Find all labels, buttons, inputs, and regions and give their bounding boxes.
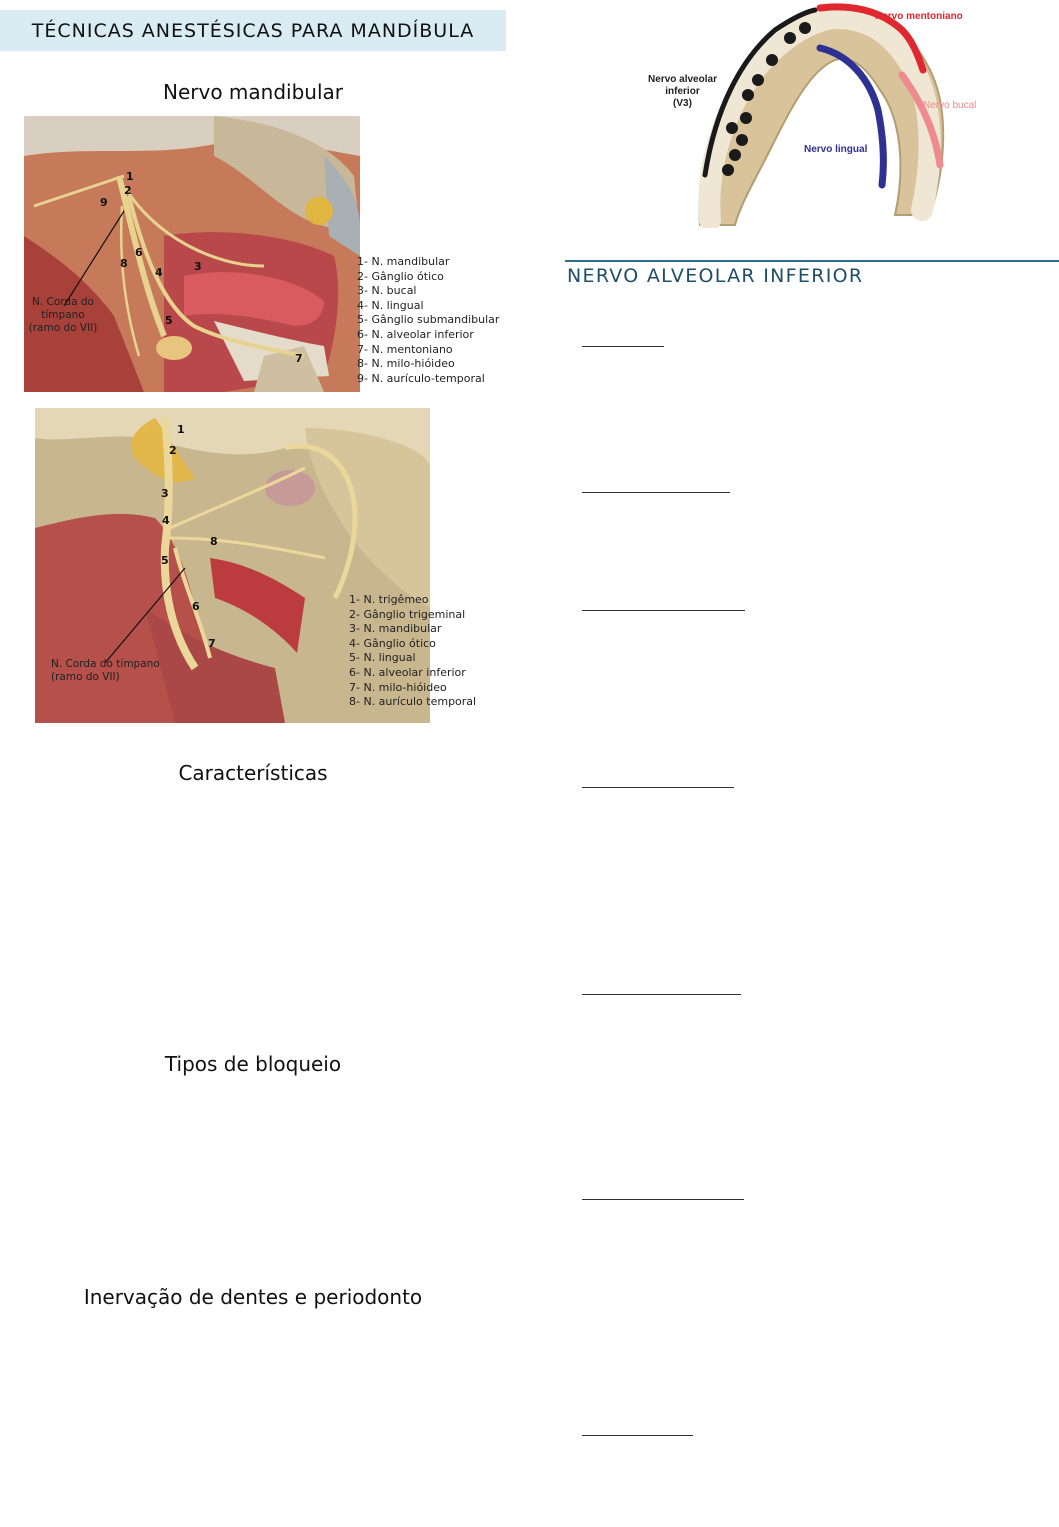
figure1-number-6: 6 bbox=[135, 246, 143, 259]
figure1-number-7: 7 bbox=[295, 352, 303, 365]
figure2-chorda-label: N. Corda do tímpano (ramo do VII) bbox=[51, 658, 160, 683]
blank-line bbox=[582, 610, 745, 611]
figure2-number-3: 3 bbox=[161, 487, 169, 500]
blank-line bbox=[582, 492, 730, 493]
figure1-legend bbox=[357, 255, 499, 386]
heading-tipos-bloqueio: Tipos de bloqueio bbox=[164, 1052, 342, 1076]
legend-item: 9- N. aurículo-temporal bbox=[357, 371, 485, 385]
legend-item: 2- Gânglio trigeminal bbox=[349, 607, 466, 621]
mandible-nerve-territories-figure bbox=[640, 0, 1000, 228]
figure1-chorda-label: N. Corda do tímpano (ramo do VII) bbox=[28, 296, 98, 334]
figure1-number-9: 9 bbox=[100, 196, 108, 209]
figure1-number-8: 8 bbox=[120, 257, 128, 270]
blank-line bbox=[582, 994, 741, 995]
heading-nervo-mandibular: Nervo mandibular bbox=[163, 80, 343, 104]
bucal-nerve-label: Nervo bucal bbox=[923, 100, 977, 111]
mandible-illustration bbox=[640, 0, 1000, 228]
legend-item: 1- N. mandibular bbox=[357, 255, 450, 268]
alveolar-nerve-label: Nervo alveolar inferior (V3) bbox=[648, 74, 717, 109]
figure1-number-5: 5 bbox=[165, 314, 173, 327]
blank-line bbox=[582, 787, 734, 788]
mentoniano-nerve-label: Nervo mentoniano bbox=[875, 11, 963, 22]
dissection-illustration bbox=[24, 116, 360, 392]
blank-line bbox=[582, 1199, 744, 1200]
section-title: NERVO ALVEOLAR INFERIOR bbox=[567, 265, 864, 287]
legend-item: 6- N. alveolar inferior bbox=[357, 327, 474, 341]
legend-item: 4- Gânglio ótico bbox=[349, 636, 436, 650]
legend-item: 3- N. mandibular bbox=[349, 622, 442, 636]
lingual-nerve-label: Nervo lingual bbox=[804, 144, 868, 155]
legend-item: 8- N. aurículo temporal bbox=[349, 695, 477, 709]
figure2-number-4: 4 bbox=[162, 514, 170, 527]
figure1-number-2: 2 bbox=[124, 184, 132, 197]
figure2-number-5: 5 bbox=[161, 554, 169, 567]
page-title-banner bbox=[0, 10, 506, 51]
legend-item: 5- N. lingual bbox=[349, 651, 416, 665]
figure2-legend bbox=[349, 593, 476, 710]
legend-item: 4- N. lingual bbox=[357, 298, 424, 312]
legend-item: 6- N. alveolar inferior bbox=[349, 665, 466, 679]
blank-line bbox=[582, 1435, 693, 1436]
legend-item: 7- N. milo-hióideo bbox=[349, 680, 447, 694]
section-divider bbox=[565, 260, 1059, 262]
figure1-number-1: 1 bbox=[126, 170, 134, 183]
figure2-number-8: 8 bbox=[210, 535, 218, 548]
figure2-number-1: 1 bbox=[177, 423, 185, 436]
figure1-number-3: 3 bbox=[194, 260, 202, 273]
legend-item: 7- N. mentoniano bbox=[357, 342, 453, 356]
legend-item: 5- Gânglio submandibular bbox=[357, 313, 500, 327]
figure1-number-4: 4 bbox=[155, 266, 163, 279]
legend-item: 8- N. milo-hióideo bbox=[357, 357, 455, 371]
figure2-number-2: 2 bbox=[169, 444, 177, 457]
figure2-number-6: 6 bbox=[192, 600, 200, 613]
figure2-number-7: 7 bbox=[208, 637, 216, 650]
legend-item: 3- N. bucal bbox=[357, 284, 417, 298]
mandibular-nerve-dissection-figure bbox=[24, 116, 360, 392]
heading-inervacao: Inervação de dentes e periodonto bbox=[83, 1285, 423, 1309]
legend-item: 1- N. trigêmeo bbox=[349, 593, 429, 606]
blank-line bbox=[582, 346, 664, 347]
heading-caracteristicas: Características bbox=[178, 761, 328, 785]
page-title: TÉCNICAS ANESTÉSICAS PARA MANDÍBULA bbox=[31, 19, 475, 42]
legend-item: 2- Gânglio ótico bbox=[357, 269, 444, 283]
